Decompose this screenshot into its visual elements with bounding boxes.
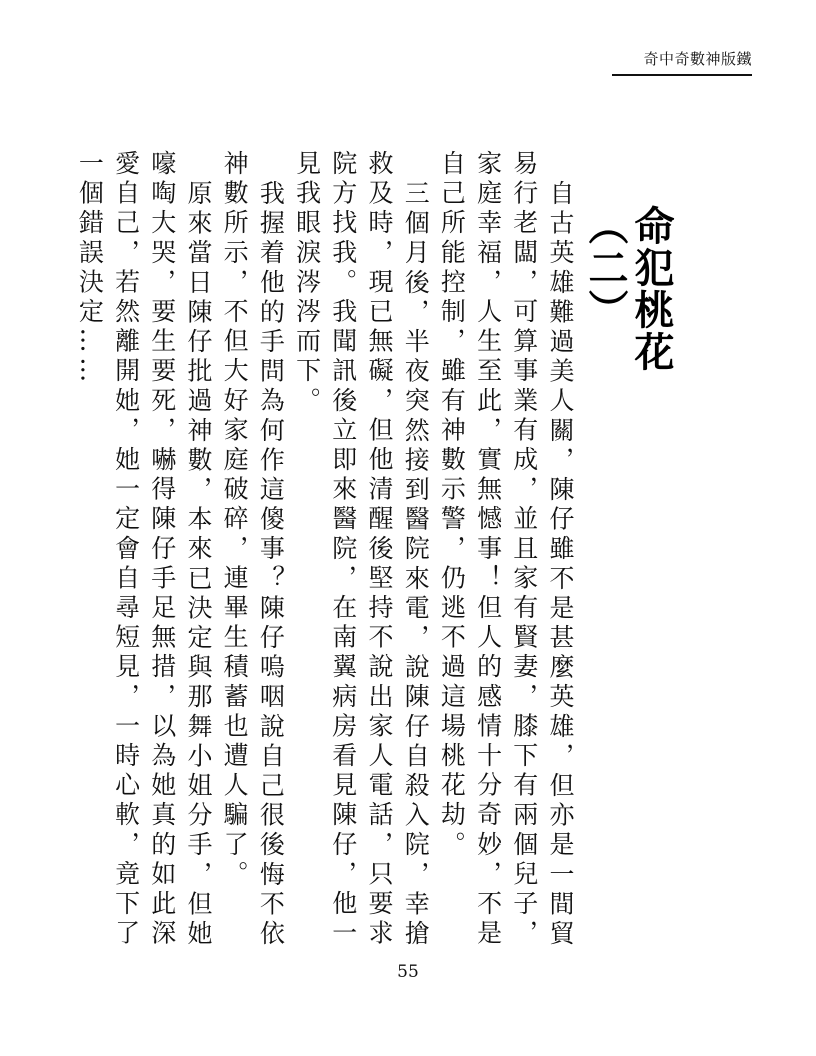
header-rule [612,74,752,76]
paragraph-2: 三個月後，半夜突然接到醫院來電，說陳仔自殺入院，幸搶救及時，現已無礙，但他清醒後堅持不說出家人電話，只要求院方找我。我聞訊後立即來醫院，在南翼病房看見陳仔，他一見我眼淚涔涔而下。 [292,150,431,950]
chapter-title: 命犯桃花（二） [582,205,674,373]
paragraph-1: 自古英雄難過美人關，陳仔雖不是甚麼英雄，但亦是一間貿易行老闆，可算事業有成，並且家有賢妻，膝下有兩個兒子，家庭幸福，人生至此，實無憾事！但人的感情十分奇妙，不是自己所能控制，雖有神數示警，仍逃不過這場桃花劫。 [437,150,575,950]
page-number: 55 [397,962,419,982]
paragraph-4: 原來當日陳仔批過神數，本來已決定與那舞小姐分手，但她嚎啕大哭，要生要死，嚇得陳仔手足無措，以為她真的如此深愛自己，若然離開她，她一定會自尋短見，一時心軟，竟下了一個錯誤決定…… [75,150,213,950]
running-header: 奇中奇數神版鐵 [643,50,752,68]
body-text [75,150,578,970]
paragraph-3: 我握着他的手問為何作這傻事？陳仔嗚咽說自己很後悔不依神數所示，不但大好家庭破碎，連畢生積蓄也遭人騙了。 [220,150,286,950]
